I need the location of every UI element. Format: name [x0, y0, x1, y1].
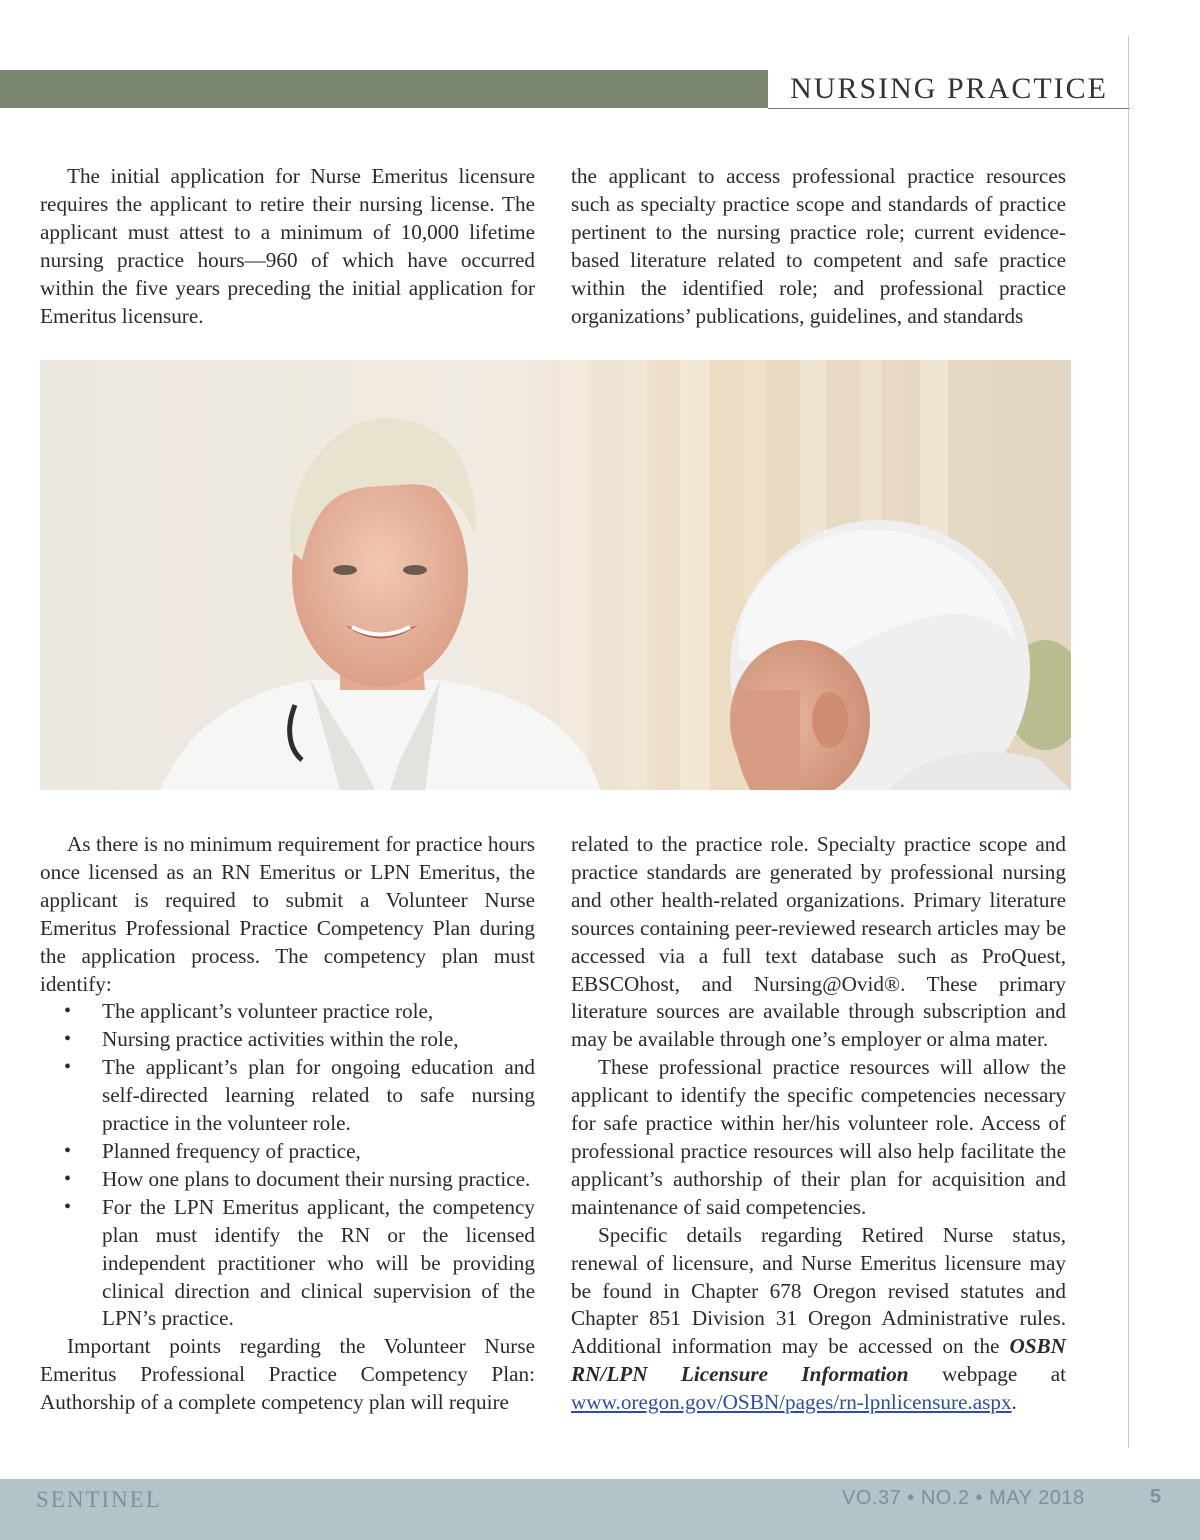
paragraph: These professional practice resources will allow the applicant to identify the specific competencies necessary for safe practice within her/his volunteer role. Access of professional practice resources will also help facilitate the applicant’s authorship of their plan for acquisition and maintenance of said competencies. — [571, 1055, 1066, 1219]
photo-nurse-with-patient — [40, 360, 1071, 790]
list-item — [40, 1054, 535, 1138]
paragraph: the applicant to access professional practice resources such as specialty practice scope and standards of practice pertinent to the nursing practice role; current evidence-based literature related to competent and safe practice within the identified role; and professional practice organizations’ publications, guidelines, and standards — [571, 164, 1066, 328]
list-item — [40, 998, 535, 1026]
list-item — [40, 1194, 535, 1334]
top-right-column — [571, 163, 1066, 330]
bullet-icon: • — [64, 1195, 72, 1218]
header-bar — [0, 70, 768, 108]
bottom-left-column — [40, 831, 535, 1417]
list-item-text: The applicant’s volunteer practice role, — [102, 999, 434, 1024]
list-item-text: How one plans to document their nursing practice. — [102, 1166, 531, 1191]
list-item — [40, 1138, 535, 1166]
list-item-text: Planned frequency of practice, — [102, 1138, 361, 1163]
bottom-right-column — [571, 831, 1066, 1417]
list-item-text: Nursing practice activities within the role, — [102, 1027, 459, 1052]
text-span: . — [1011, 1390, 1017, 1415]
publication-name: SENTINEL — [36, 1487, 162, 1512]
paragraph: related to the practice role. Specialty practice scope and practice standards are generated by professional nursing and other health-related organizations. Primary literature sources containing peer-reviewed research articles may be accessed via a full text database such as ProQuest, EBSCOhost, and Nursing@Ovid®. These primary literature sources are available through subscription and may be available through one’s employer or alma mater. — [571, 832, 1066, 1052]
list-item — [40, 1026, 535, 1054]
list-item — [40, 1166, 535, 1194]
section-title: NURSING PRACTICE — [790, 72, 1108, 105]
bullet-icon: • — [64, 1056, 72, 1079]
competency-plan-list — [40, 998, 535, 1333]
paragraph — [571, 1222, 1066, 1417]
text-span: webpage at — [908, 1362, 1066, 1387]
bullet-icon: • — [64, 1139, 72, 1162]
list-item-text: For the LPN Emeritus applicant, the competency plan must identify the RN or the licensed independent practitioner who will be providing clinical direction and clinical supervision of the LPN’s practice. — [102, 1194, 535, 1331]
header-rule — [768, 108, 1130, 109]
paragraph: As there is no minimum requirement for practice hours once licensed as an RN Emeritus or LPN Emeritus, the applicant is required to submit a Volunteer Nurse Emeritus Professional Practice Competency Plan during the application process. The competency plan must identify: — [40, 832, 535, 996]
page-number: 5 — [1150, 1486, 1162, 1508]
text-span: Specific details regarding Retired Nurse status, renewal of licensure, and Nurse Emeritus licensure may be found in Chapter 678 Oregon revised statutes and Chapter 851 Division 31 Oregon Administrative rules. Additional information may be accessed on the — [571, 1222, 1066, 1359]
right-margin-rule — [1128, 36, 1129, 1448]
issue-info: VO.37 • NO.2 • MAY 2018 — [842, 1487, 1085, 1509]
bullet-icon: • — [64, 1167, 72, 1190]
licensure-webpage-link[interactable]: www.oregon.gov/OSBN/pages/rn-lpnlicensure.aspx — [571, 1390, 1012, 1415]
list-item-text: The applicant’s plan for ongoing education and self-directed learning related to safe nursing practice in the volunteer role. — [102, 1055, 535, 1136]
bullet-icon: • — [64, 1028, 72, 1051]
paragraph: Important points regarding the Volunteer Nurse Emeritus Professional Practice Competency Plan: Authorship of a complete competency plan will require — [40, 1334, 535, 1415]
licensure-info-title: OSBN RN/LPN Licensure Information — [571, 1334, 1066, 1387]
paragraph: The initial application for Nurse Emeritus licensure requires the applicant to retire their nursing license. The applicant must attest to a minimum of 10,000 lifetime nursing practice hours—960 of which have occurred within the five years preceding the initial application for Emeritus licensure. — [40, 164, 535, 328]
photo-illustration — [40, 360, 1071, 790]
bullet-icon: • — [64, 1000, 72, 1023]
top-left-column — [40, 163, 535, 330]
